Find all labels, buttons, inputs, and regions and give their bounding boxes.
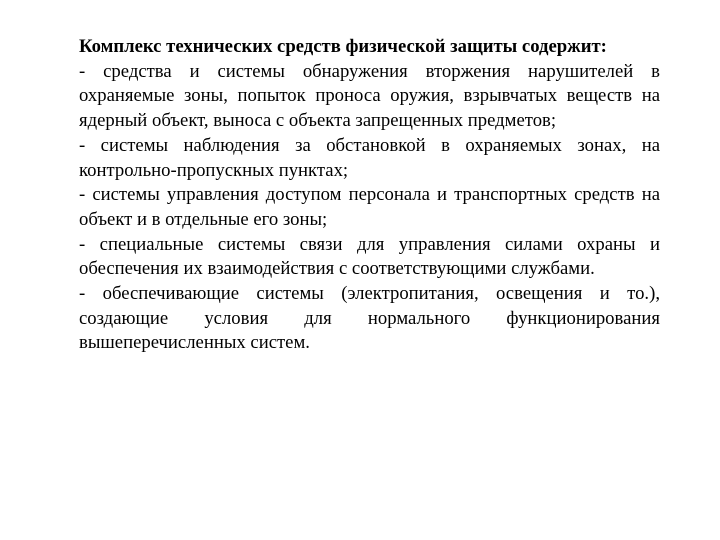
slide-text-block <box>79 35 660 356</box>
list-item: - специальные системы связи для управления силами охраны и обеспечения их взаимодействия с соответствующими службами. <box>79 233 660 280</box>
list-item: - обеспечивающие системы (электропитания, освещения и то.), создающие условия для нормального функционирования вышеперечисленных систем. <box>79 283 660 354</box>
list-item: - средства и системы обнаружения вторжения нарушителей в охраняемые зоны, попыток проноса оружия, взрывчатых веществ на ядерный объект, выноса с объекта запрещенных предметов; <box>79 60 660 132</box>
slide-heading: Комплекс технических средств физической защиты содержит: <box>79 36 607 57</box>
list-item: - системы управления доступом персонала и транспортных средств на объект и в отдельные его зоны; <box>79 184 660 230</box>
list-item: - системы наблюдения за обстановкой в охраняемых зонах, на контрольно-пропускных пунктах; <box>79 134 660 181</box>
